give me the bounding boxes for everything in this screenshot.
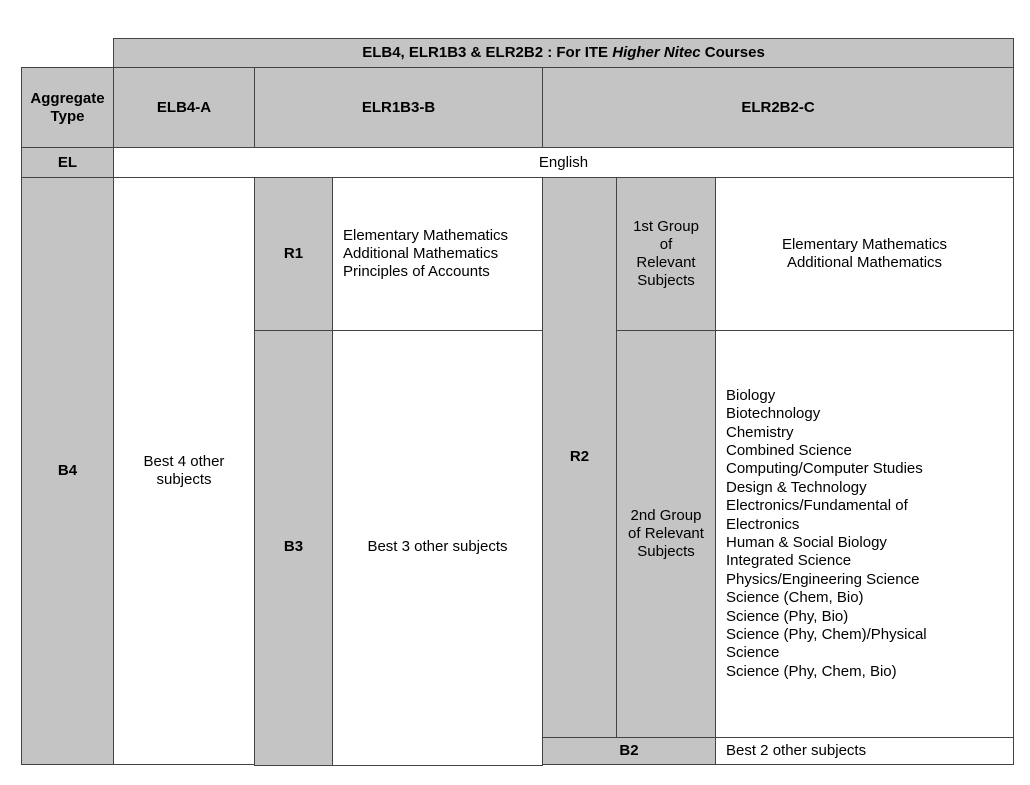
header-elr2b2-c: ELR2B2-C [542,67,1014,148]
list-item: Computing/Computer Studies [726,460,923,478]
table-title [113,38,1014,68]
b2-label: B2 [542,737,716,765]
list-item: Science (Phy, Bio) [726,607,849,625]
row-label-b4: B4 [21,177,114,765]
header-elb4-a: ELB4-A [113,67,255,148]
list-item: Physics/Engineering Science [726,570,920,588]
group2-subjects [715,330,1014,738]
list-item: Science [726,644,780,662]
row-label-el: EL [21,147,114,178]
list-item: Science (Phy, Chem)/Physical [726,626,927,644]
list-item: Elementary Mathematics [343,227,509,244]
best-4-other-subjects: Best 4 other subjects [113,177,255,765]
best-2-other-subjects: Best 2 other subjects [715,737,1014,765]
list-item: Chemistry [726,423,794,441]
list-item: Science (Phy, Chem, Bio) [726,662,897,680]
list-item: Human & Social Biology [726,534,887,551]
title-suffix: Courses [700,44,765,61]
title-italic: Higher Nitec [612,44,701,61]
list-item: Design & Technology [726,478,867,496]
list-item: Integrated Science [726,552,852,570]
group1-subject-list [782,236,947,272]
r1-subject-list [343,227,508,281]
group1-label: 1st Group of Relevant Subjects [616,177,716,331]
list-item: Elementary Mathematics [781,236,948,253]
title-prefix: ELB4, ELR1B3 & ELR2B2 : For ITE [362,44,613,61]
list-item: Principles of Accounts [343,263,490,280]
list-item: Science (Chem, Bio) [726,589,864,607]
r1-subjects [332,177,543,331]
header-elr1b3-b: ELR1B3-B [254,67,543,148]
list-item: Electronics/Fundamental of [726,497,908,515]
list-item: Electronics [726,515,800,533]
r1-label: R1 [254,177,333,331]
list-item: Biology [726,386,776,404]
list-item: Combined Science [726,441,852,459]
list-item: Additional Mathematics [786,254,943,271]
best-3-other-subjects-text: Best 3 other subjects [367,538,508,555]
list-item: Additional Mathematics [343,245,499,262]
list-item: Biotechnology [726,405,821,423]
r2-label: R2 [569,448,590,465]
group1-subjects [715,177,1014,331]
group2-subject-list [726,387,927,682]
row-value-english: English [113,147,1014,178]
header-aggregate-type: Aggregate Type [21,67,114,148]
b3-label-text: B3 [283,538,304,555]
group2-label: 2nd Group of Relevant Subjects [616,330,716,738]
